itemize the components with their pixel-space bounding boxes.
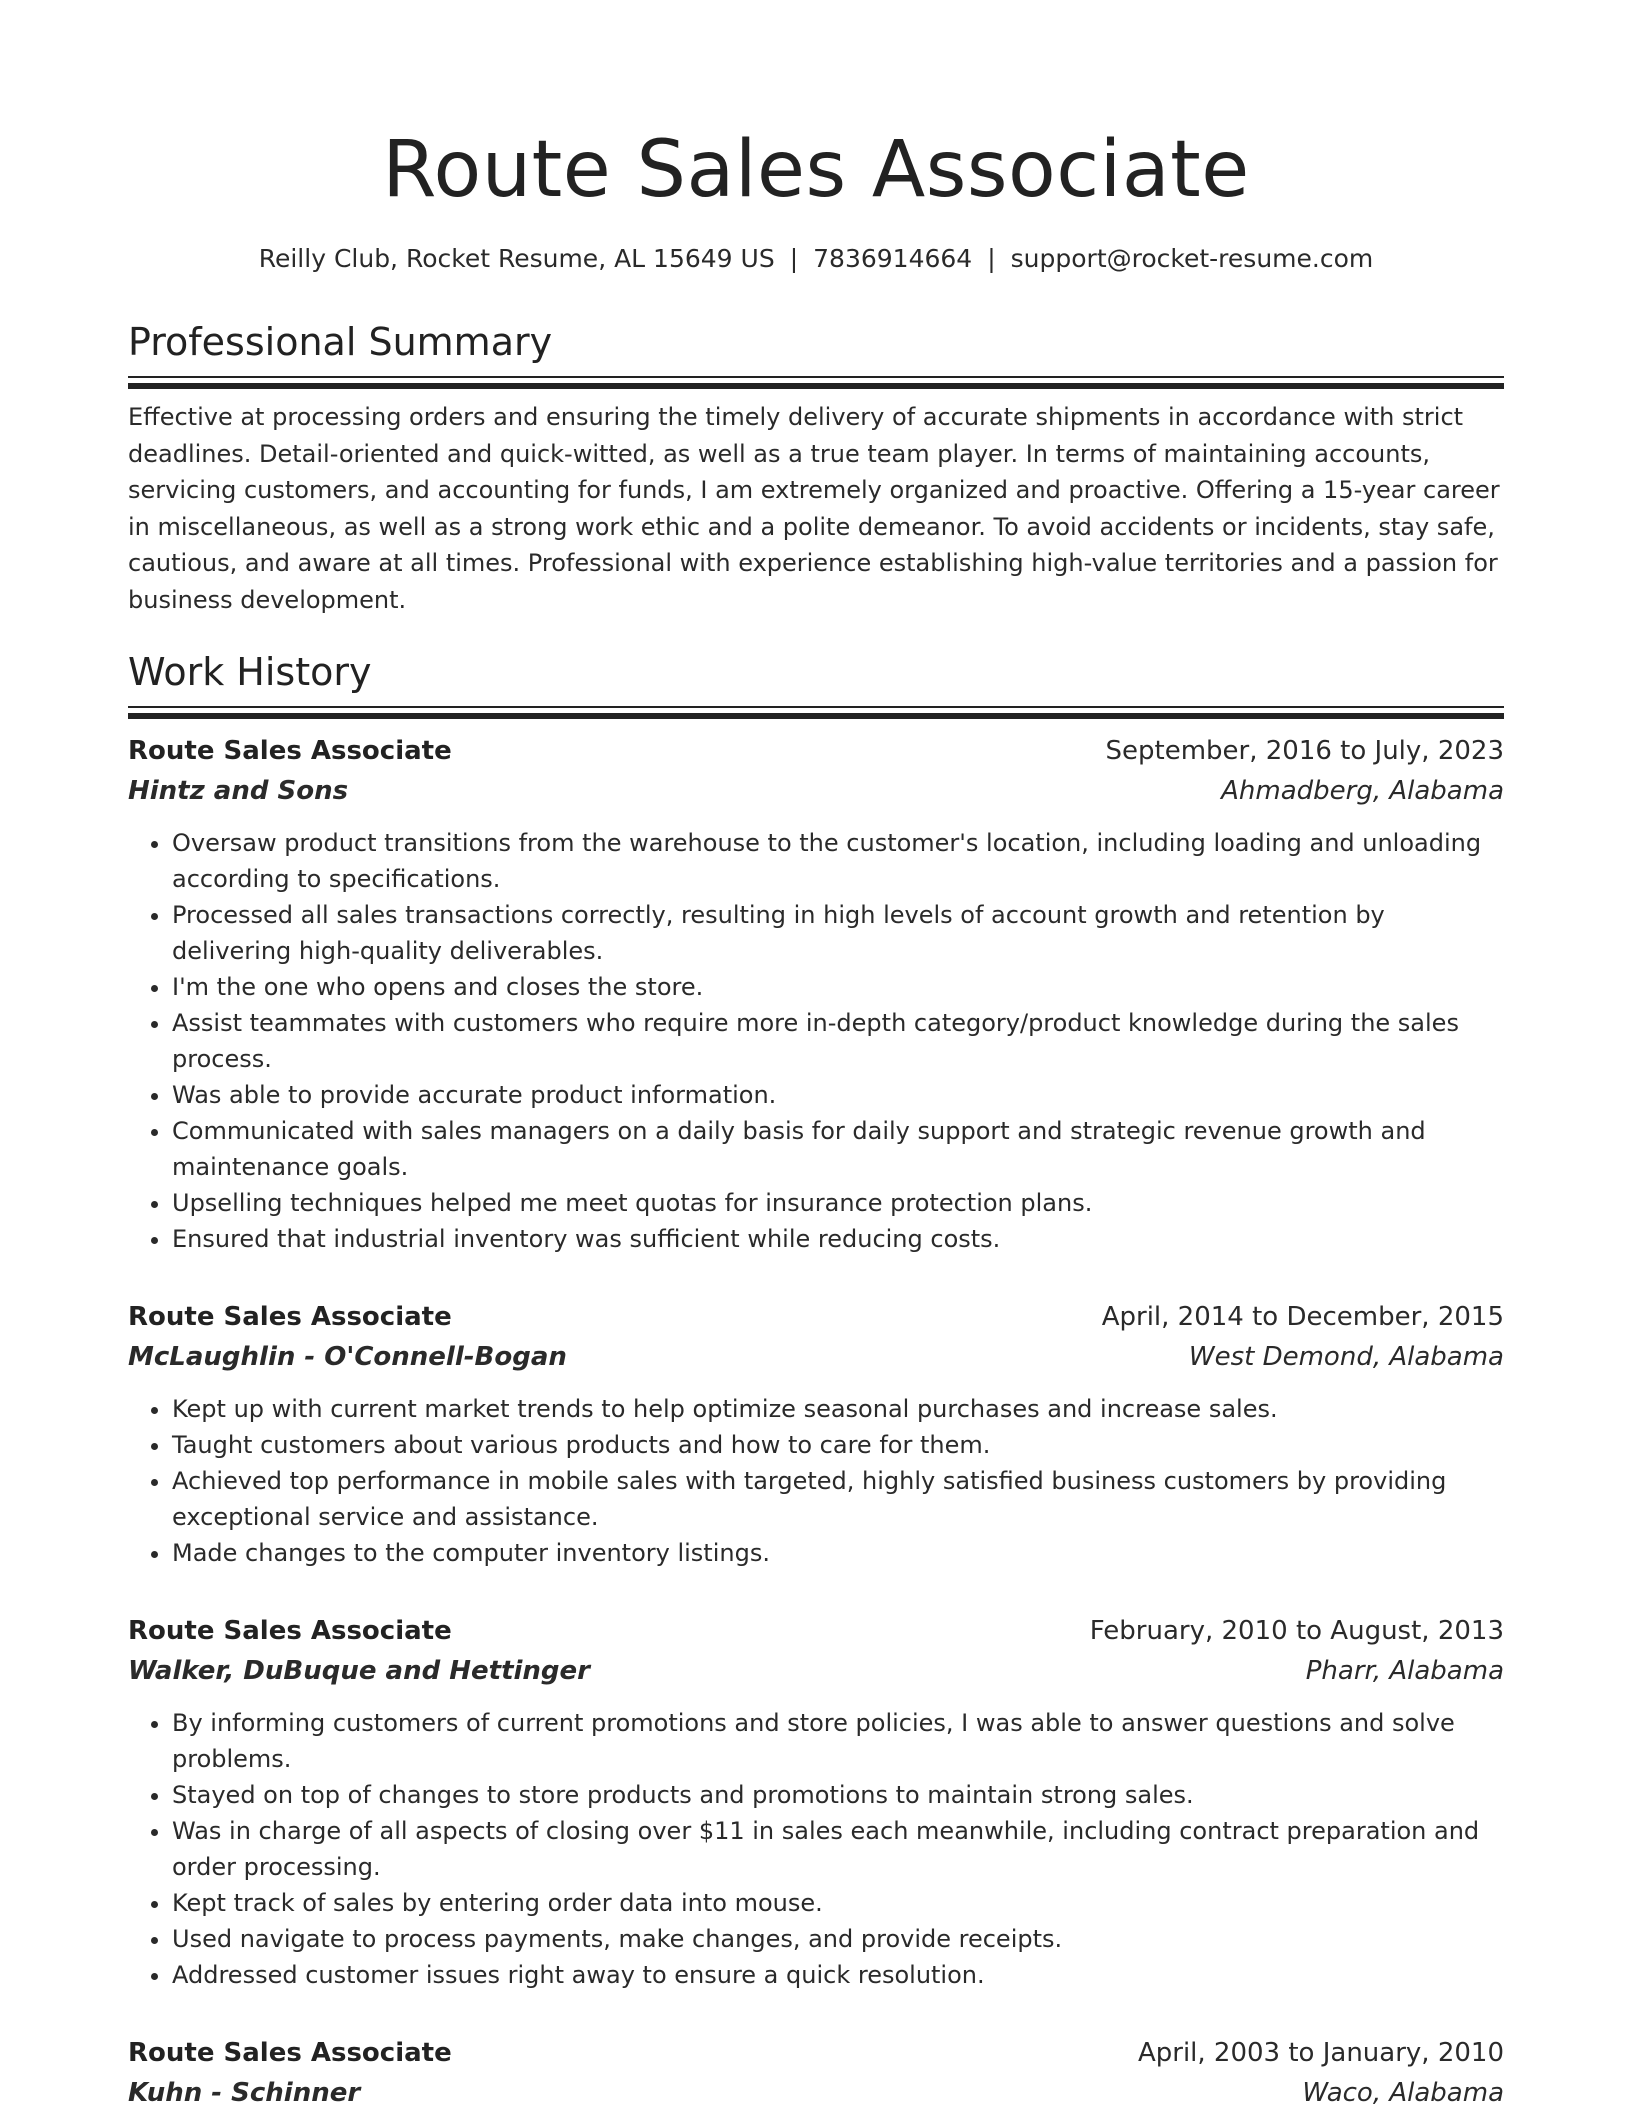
section-title-work-history: Work History [128,650,372,694]
job-subheader-row [128,771,1504,811]
job-dates: April, 2014 to December, 2015 [1101,1302,1504,1332]
section-title-summary: Professional Summary [128,320,553,364]
job-bullet: • Achieved top performance in mobile sales with targeted, highly satisfied business customers by providing exceptional service and assistance. [172,1463,1504,1535]
section-divider [128,706,1504,713]
job-header-row [128,731,1504,771]
job-bullet: • Processed all sales transactions correctly, resulting in high levels of account growth and retention by delivering high-quality deliverables. [172,897,1504,969]
contact-separator: | [789,244,799,273]
job-bullet-list [128,1705,1504,1993]
job-subheader-row [128,1337,1504,1377]
professional-summary-section [128,318,1504,618]
work-history-section [128,648,1504,2113]
contact-line [128,242,1504,276]
job-title: Route Sales Associate [128,1302,452,1332]
job-company: Hintz and Sons [128,776,349,806]
contact-address: Reilly Club, Rocket Resume, AL 15649 US [258,244,775,273]
job-entry [128,2033,1504,2113]
job-bullet-list [128,1391,1504,1571]
job-bullet: • Taught customers about various products and how to care for them. [172,1427,1504,1463]
job-dates: February, 2010 to August, 2013 [1089,1616,1504,1646]
job-bullet: • I'm the one who opens and closes the store. [172,969,1504,1005]
job-location: Pharr, Alabama [1305,1656,1504,1686]
job-subheader-row [128,1651,1504,1691]
job-bullet: • Oversaw product transitions from the warehouse to the customer's location, including loading and unloading according to specifications. [172,825,1504,897]
job-bullet: • Kept track of sales by entering order data into mouse. [172,1885,1504,1921]
job-title: Route Sales Associate [128,736,452,766]
job-bullet: • Communicated with sales managers on a daily basis for daily support and strategic revenue growth and maintenance goals. [172,1113,1504,1185]
job-company: McLaughlin - O'Connell-Bogan [128,1342,567,1372]
contact-phone: 7836914664 [813,244,973,273]
job-bullet: • Kept up with current market trends to help optimize seasonal purchases and increase sales. [172,1391,1504,1427]
job-header-row [128,1611,1504,1651]
job-bullet: • Stayed on top of changes to store products and promotions to maintain strong sales. [172,1777,1504,1813]
section-divider [128,376,1504,383]
job-bullet: • Upselling techniques helped me meet quotas for insurance protection plans. [172,1185,1504,1221]
job-entry [128,731,1504,1257]
job-location: Ahmadberg, Alabama [1221,776,1504,806]
job-bullet: • Ensured that industrial inventory was sufficient while reducing costs. [172,1221,1504,1257]
job-entry [128,1611,1504,1993]
job-company: Walker, DuBuque and Hettinger [128,1656,590,1686]
contact-separator: | [987,244,996,273]
job-dates: September, 2016 to July, 2023 [1105,736,1504,766]
job-bullet: • Assist teammates with customers who require more in-depth category/product knowledge during the sales process. [172,1005,1504,1077]
summary-text: Effective at processing orders and ensuring the timely delivery of accurate shipments in accordance with strict deadlines. Detail-oriented and quick-witted, as well as a true team player. In terms of maintaining accounts, servicing customers, and accounting for funds, I am extremely organized and proactive. Offering a 15-year career in miscellaneous, as well as a strong work ethic and a polite demeanor. To avoid accidents or incidents, stay safe, cautious, and aware at all times. Professional with experience establishing high-value territories and a passion for business development. [128,403,1500,614]
job-entry [128,1297,1504,1571]
job-header-row [128,1297,1504,1337]
resume-name: Route Sales Associate [382,125,1250,215]
job-title: Route Sales Associate [128,2038,452,2068]
job-header-row [128,2033,1504,2073]
job-location: Waco, Alabama [1302,2078,1504,2108]
job-location: West Demond, Alabama [1188,1342,1504,1372]
job-bullet: • Used navigate to process payments, make changes, and provide receipts. [172,1921,1504,1957]
job-bullet-list [128,825,1504,1257]
job-dates: April, 2003 to January, 2010 [1137,2038,1504,2068]
job-bullet: • Was in charge of all aspects of closing over $11 in sales each meanwhile, including contract preparation and order processing. [172,1813,1504,1885]
job-title: Route Sales Associate [128,1616,452,1646]
job-bullet: • Made changes to the computer inventory listings. [172,1535,1504,1571]
job-company: Kuhn - Schinner [128,2078,361,2108]
job-bullet: • By informing customers of current promotions and store policies, I was able to answer questions and solve problems. [172,1705,1504,1777]
contact-email: support@rocket-resume.com [1010,244,1374,273]
job-subheader-row [128,2073,1504,2113]
job-bullet: • Addressed customer issues right away to ensure a quick resolution. [172,1957,1504,1993]
job-bullet: • Was able to provide accurate product information. [172,1077,1504,1113]
